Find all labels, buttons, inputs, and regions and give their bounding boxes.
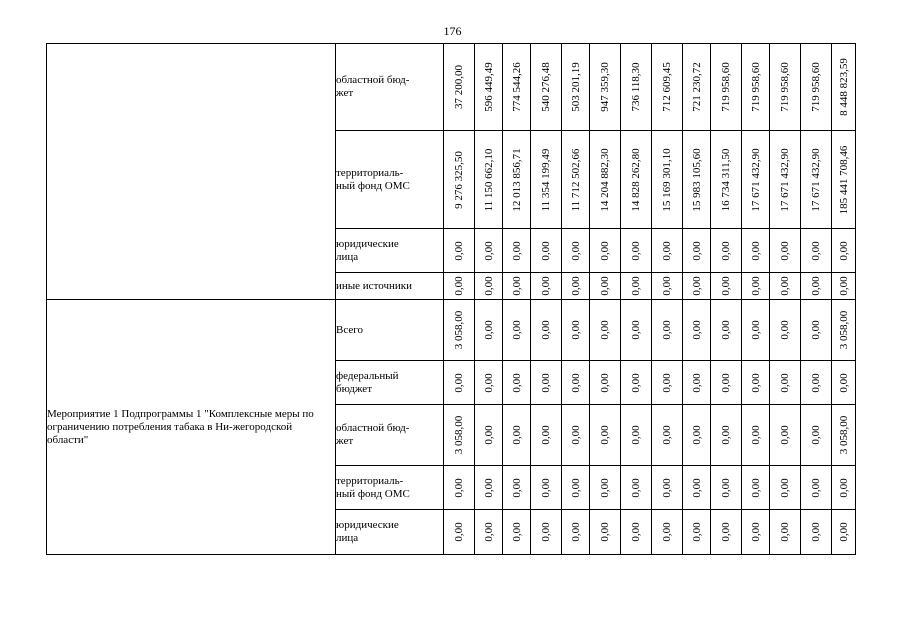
value-text: 11 354 199,49 [540, 148, 552, 211]
value-cell [503, 229, 531, 273]
value-cell [531, 466, 562, 510]
value-cell [711, 510, 742, 555]
value-text: 0,00 [453, 477, 465, 498]
value-text: 0,00 [599, 372, 611, 393]
value-cell [711, 300, 742, 361]
value-text: 0,00 [720, 320, 732, 340]
value-text: 0,00 [779, 276, 791, 296]
value-cell [770, 44, 801, 131]
value-cell [503, 405, 531, 466]
value-text: 12 013 856,71 [510, 147, 523, 212]
value-cell [711, 44, 742, 131]
value-text: 0,00 [720, 522, 732, 542]
value-cell [475, 131, 503, 229]
value-text: 0,00 [690, 372, 703, 393]
value-cell [621, 466, 652, 510]
value-text: 0,00 [661, 425, 673, 445]
value-text: 0,00 [599, 320, 611, 340]
value-cell [475, 229, 503, 273]
value-cell [590, 466, 621, 510]
value-text: 9 276 325,50 [453, 150, 465, 209]
value-text: 0,00 [749, 425, 762, 445]
value-cell [711, 229, 742, 273]
value-cell [503, 466, 531, 510]
value-cell [444, 466, 475, 510]
value-cell [621, 300, 652, 361]
value-cell [475, 466, 503, 510]
value-text: 0,00 [482, 240, 495, 261]
value-cell [770, 361, 801, 405]
value-cell [832, 44, 856, 131]
value-cell [503, 273, 531, 300]
value-text: 0,00 [810, 240, 822, 261]
value-text: 0,00 [837, 276, 850, 296]
value-text: 0,00 [540, 240, 552, 261]
value-text: 15 169 301,10 [661, 147, 673, 212]
value-cell [590, 405, 621, 466]
value-cell [742, 44, 770, 131]
value-cell [801, 131, 832, 229]
value-text: 0,00 [599, 276, 611, 296]
value-cell [801, 229, 832, 273]
value-text: 736 118,30 [630, 62, 642, 112]
value-cell [711, 466, 742, 510]
value-cell [590, 273, 621, 300]
value-cell [562, 229, 590, 273]
value-cell [562, 300, 590, 361]
value-text: 0,00 [482, 522, 495, 542]
value-cell [531, 300, 562, 361]
value-text: 0,00 [569, 276, 582, 296]
value-text: 0,00 [630, 372, 642, 393]
value-text: 0,00 [779, 522, 791, 542]
measure-cell: Мероприятие 1 Подпрограммы 1 "Комплексные меры по ограничению потребления табака в Ни-жегородской области" [47, 300, 336, 555]
value-cell [590, 131, 621, 229]
page-number: 176 [443, 24, 462, 38]
value-cell [444, 229, 475, 273]
value-text: 3 058,00 [837, 415, 850, 455]
value-cell [801, 361, 832, 405]
value-cell [475, 44, 503, 131]
value-cell [711, 361, 742, 405]
value-cell [742, 273, 770, 300]
value-cell [801, 405, 832, 466]
value-text: 0,00 [630, 477, 642, 498]
value-cell [590, 361, 621, 405]
value-cell [590, 510, 621, 555]
value-cell [770, 510, 801, 555]
value-text: 0,00 [510, 477, 523, 498]
value-cell [801, 44, 832, 131]
value-cell [683, 273, 711, 300]
value-text: 17 671 432,90 [810, 147, 822, 212]
value-cell [770, 131, 801, 229]
value-cell [621, 361, 652, 405]
value-text: 0,00 [510, 522, 523, 542]
value-cell [770, 273, 801, 300]
value-cell [531, 510, 562, 555]
value-cell [711, 273, 742, 300]
value-text: 719 958,60 [720, 62, 732, 112]
value-text: 0,00 [540, 276, 552, 296]
value-text: 3 058,00 [453, 415, 465, 455]
value-text: 0,00 [661, 276, 673, 296]
value-cell [832, 131, 856, 229]
value-text: 11 712 502,66 [569, 148, 582, 211]
value-text: 0,00 [720, 425, 732, 445]
value-text: 37 200,00 [453, 65, 465, 109]
value-text: 17 671 432,90 [779, 147, 791, 212]
value-cell [475, 361, 503, 405]
value-cell [621, 273, 652, 300]
value-text: 0,00 [540, 477, 552, 498]
value-cell [742, 131, 770, 229]
value-cell [621, 131, 652, 229]
value-cell [652, 273, 683, 300]
value-text: 0,00 [810, 320, 822, 340]
funding-source-cell: областной бюд- жет [336, 44, 444, 131]
value-text: 0,00 [569, 320, 582, 340]
value-text: 3 058,00 [837, 310, 850, 350]
value-text: 0,00 [810, 477, 822, 498]
value-cell [444, 510, 475, 555]
value-cell [683, 44, 711, 131]
value-text: 0,00 [690, 276, 703, 296]
value-text: 0,00 [569, 477, 582, 498]
value-cell [503, 510, 531, 555]
value-cell [444, 300, 475, 361]
value-text: 0,00 [630, 425, 642, 445]
value-text: 16 734 311,50 [720, 148, 732, 211]
value-text: 0,00 [540, 425, 552, 445]
value-text: 8 448 823,59 [837, 58, 850, 116]
value-text: 719 958,60 [810, 62, 822, 112]
value-cell [742, 361, 770, 405]
funding-source-cell: территориаль- ный фонд ОМС [336, 466, 444, 510]
value-text: 0,00 [510, 240, 523, 261]
value-text: 0,00 [661, 522, 673, 542]
value-text: 0,00 [749, 240, 762, 261]
value-text: 0,00 [569, 425, 582, 445]
value-text: 0,00 [569, 372, 582, 393]
value-text: 0,00 [540, 372, 552, 393]
value-cell [444, 361, 475, 405]
value-cell [770, 466, 801, 510]
value-text: 0,00 [453, 522, 465, 542]
value-text: 0,00 [540, 320, 552, 340]
value-cell [503, 300, 531, 361]
value-cell [770, 405, 801, 466]
value-text: 0,00 [837, 240, 850, 261]
value-text: 0,00 [599, 477, 611, 498]
value-text: 0,00 [810, 276, 822, 296]
value-cell [683, 405, 711, 466]
value-text: 0,00 [661, 240, 673, 261]
value-cell [562, 405, 590, 466]
funding-source-cell: юридические лица [336, 510, 444, 555]
value-text: 0,00 [690, 240, 703, 261]
value-text: 0,00 [779, 320, 791, 340]
budget-table [46, 43, 856, 555]
value-text: 3 058,00 [453, 310, 465, 350]
value-text: 0,00 [510, 276, 523, 296]
value-text: 0,00 [690, 522, 703, 542]
value-text: 0,00 [720, 477, 732, 498]
value-text: 0,00 [749, 522, 762, 542]
value-cell [652, 510, 683, 555]
value-text: 0,00 [837, 477, 850, 498]
value-text: 0,00 [453, 240, 465, 261]
value-cell [801, 300, 832, 361]
measure-cell [47, 44, 336, 300]
value-text: 0,00 [690, 425, 703, 445]
value-cell [590, 300, 621, 361]
funding-source-cell: Всего [336, 300, 444, 361]
value-cell [832, 361, 856, 405]
value-text: 0,00 [510, 320, 523, 340]
value-cell [742, 300, 770, 361]
value-text: 0,00 [482, 320, 495, 340]
value-cell [801, 510, 832, 555]
value-cell [475, 510, 503, 555]
funding-source-cell: федеральный бюджет [336, 361, 444, 405]
funding-source-cell: территориаль- ный фонд ОМС [336, 131, 444, 229]
value-text: 0,00 [837, 522, 850, 542]
value-cell [711, 405, 742, 466]
value-text: 774 544,26 [510, 62, 523, 112]
value-text: 0,00 [453, 276, 465, 296]
value-text: 0,00 [630, 522, 642, 542]
value-cell [621, 229, 652, 273]
value-text: 0,00 [690, 477, 703, 498]
value-cell [770, 229, 801, 273]
value-text: 0,00 [749, 320, 762, 340]
value-cell [742, 466, 770, 510]
value-text: 14 828 262,80 [630, 147, 642, 212]
value-cell [475, 273, 503, 300]
value-cell [832, 273, 856, 300]
value-cell [652, 405, 683, 466]
value-text: 0,00 [810, 425, 822, 445]
value-text: 0,00 [482, 276, 495, 296]
value-text: 0,00 [720, 372, 732, 393]
value-cell [683, 510, 711, 555]
value-text: 0,00 [630, 276, 642, 296]
value-text: 15 983 105,60 [690, 147, 703, 212]
value-cell [444, 44, 475, 131]
value-cell [683, 300, 711, 361]
value-cell [652, 300, 683, 361]
value-text: 0,00 [569, 240, 582, 261]
value-cell [832, 510, 856, 555]
value-cell [832, 229, 856, 273]
value-text: 0,00 [837, 372, 850, 393]
value-cell [531, 131, 562, 229]
value-cell [683, 131, 711, 229]
value-text: 0,00 [630, 240, 642, 261]
value-text: 0,00 [661, 320, 673, 340]
value-cell [475, 405, 503, 466]
value-text: 0,00 [510, 425, 523, 445]
value-cell [503, 361, 531, 405]
value-cell [832, 466, 856, 510]
value-cell [621, 44, 652, 131]
value-cell [832, 300, 856, 361]
value-cell [801, 466, 832, 510]
value-text: 0,00 [482, 372, 495, 393]
value-cell [683, 229, 711, 273]
value-text: 185 441 708,46 [837, 145, 850, 214]
value-cell [444, 273, 475, 300]
value-cell [832, 405, 856, 466]
value-text: 0,00 [749, 276, 762, 296]
table-row [47, 300, 856, 361]
value-cell [562, 510, 590, 555]
value-text: 0,00 [720, 240, 732, 261]
value-cell [621, 405, 652, 466]
value-text: 503 201,19 [569, 62, 582, 112]
value-text: 0,00 [749, 372, 762, 393]
value-cell [683, 466, 711, 510]
funding-source-cell: иные источники [336, 273, 444, 300]
value-cell [531, 361, 562, 405]
value-cell [475, 300, 503, 361]
value-cell [562, 361, 590, 405]
value-cell [562, 44, 590, 131]
value-text: 540 276,48 [540, 62, 552, 112]
value-cell [652, 44, 683, 131]
value-cell [621, 510, 652, 555]
value-cell [590, 229, 621, 273]
value-cell [562, 466, 590, 510]
value-text: 0,00 [749, 477, 762, 498]
value-cell [711, 131, 742, 229]
value-cell [742, 510, 770, 555]
value-text: 0,00 [661, 372, 673, 393]
funding-source-cell: областной бюд- жет [336, 405, 444, 466]
value-cell [531, 229, 562, 273]
value-text: 0,00 [690, 320, 703, 340]
value-cell [503, 44, 531, 131]
value-cell [531, 273, 562, 300]
value-cell [742, 405, 770, 466]
value-text: 0,00 [630, 320, 642, 340]
value-cell [652, 466, 683, 510]
value-text: 0,00 [810, 372, 822, 393]
value-text: 0,00 [779, 477, 791, 498]
value-text: 719 958,60 [779, 62, 791, 112]
value-cell [562, 131, 590, 229]
value-cell [531, 44, 562, 131]
value-cell [444, 405, 475, 466]
value-text: 719 958,60 [749, 62, 762, 112]
funding-source-cell: юридические лица [336, 229, 444, 273]
value-cell [652, 131, 683, 229]
value-cell [562, 273, 590, 300]
value-cell [742, 229, 770, 273]
value-text: 0,00 [599, 425, 611, 445]
value-cell [801, 273, 832, 300]
value-text: 721 230,72 [690, 62, 703, 112]
value-text: 0,00 [779, 372, 791, 393]
value-cell [770, 300, 801, 361]
value-cell [531, 405, 562, 466]
value-text: 0,00 [779, 240, 791, 261]
value-cell [590, 44, 621, 131]
value-text: 0,00 [510, 372, 523, 393]
value-text: 712 609,45 [661, 62, 673, 112]
value-text: 0,00 [540, 522, 552, 542]
value-text: 0,00 [810, 522, 822, 542]
value-text: 0,00 [599, 522, 611, 542]
value-cell [652, 361, 683, 405]
value-text: 596 449,49 [482, 62, 495, 112]
value-text: 0,00 [569, 522, 582, 542]
value-text: 0,00 [453, 372, 465, 393]
value-text: 0,00 [720, 276, 732, 296]
value-text: 0,00 [779, 425, 791, 445]
value-text: 947 359,30 [599, 62, 611, 112]
value-cell [683, 361, 711, 405]
value-text: 14 204 882,30 [599, 147, 611, 212]
value-cell [652, 229, 683, 273]
value-cell [503, 131, 531, 229]
table-row [47, 44, 856, 131]
value-text: 0,00 [482, 477, 495, 498]
value-text: 17 671 432,90 [749, 147, 762, 212]
value-text: 0,00 [661, 477, 673, 498]
value-text: 0,00 [482, 425, 495, 445]
value-cell [444, 131, 475, 229]
value-text: 11 150 662,10 [482, 148, 495, 211]
value-text: 0,00 [599, 240, 611, 261]
